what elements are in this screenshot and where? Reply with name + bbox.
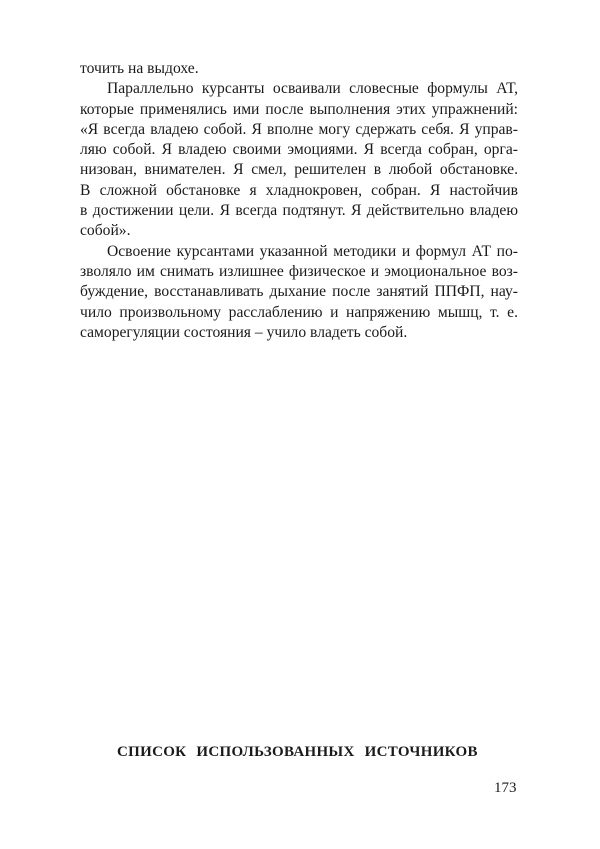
text-line: «Я всегда владею собой. Я вполне могу сдержать себя. Я управ- xyxy=(80,120,518,138)
text-line: буждение, восстанавливать дыхание после занятий ППФП, нау- xyxy=(80,283,518,301)
text-line: чило произвольному расслаблению и напряжению мышц, т. е. xyxy=(80,303,518,321)
text-line: зволяло им снимать излишнее физическое и эмоциональное воз- xyxy=(80,262,518,280)
paragraph xyxy=(80,242,518,343)
text-line: собой». xyxy=(80,222,131,240)
page-number: 173 xyxy=(494,780,517,796)
text-line: Освоение курсантами указанной методики и формул АТ по- xyxy=(107,242,518,260)
text-line: саморегуляции состояния – учило владеть собой. xyxy=(80,323,408,341)
section-heading: СПИСОК ИСПОЛЬЗОВАННЫХ ИСТОЧНИКОВ xyxy=(117,744,478,760)
text-line: которые применялись ими после выполнения этих упражнений: xyxy=(80,100,518,118)
body-text xyxy=(80,59,518,343)
text-line: В сложной обстановке я хладнокровен, собран. Я настойчив xyxy=(80,181,518,199)
text-line: ляю собой. Я владею своими эмоциями. Я всегда собран, орга- xyxy=(80,141,518,159)
text-line: точить на выдохе. xyxy=(80,60,199,77)
text-line: в достижении цели. Я всегда подтянут. Я действительно владею xyxy=(80,202,518,220)
text-line: Параллельно курсанты осваивали словесные формулы АТ, xyxy=(107,80,518,98)
paragraph xyxy=(80,59,518,79)
text-line: низован, внимателен. Я смел, решителен в любой обстановке. xyxy=(80,161,518,179)
paragraph xyxy=(80,79,518,241)
